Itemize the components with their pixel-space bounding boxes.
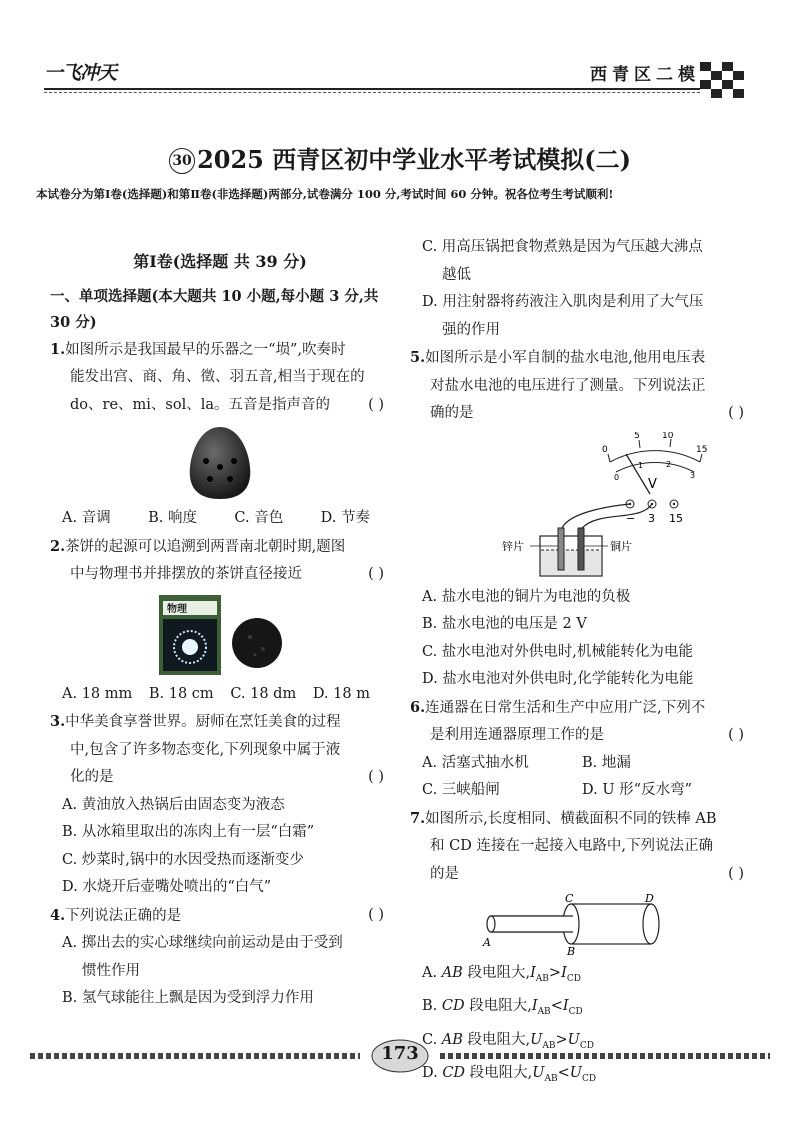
header-rule: [44, 88, 700, 90]
header-rule-dashed: [44, 92, 700, 93]
question-4: [50, 902, 390, 1013]
segment: CD: [442, 1065, 466, 1082]
question-3: [50, 708, 390, 902]
opt-text: 段电阻大,: [465, 1065, 533, 1082]
question-1: [50, 336, 390, 533]
q1-option[interactable]: D. 节奏: [320, 510, 370, 526]
rod-label: B: [567, 945, 576, 956]
q4-number: 4.: [50, 906, 66, 924]
opt-letter: B.: [422, 998, 442, 1015]
operator: >: [555, 1031, 568, 1048]
q6-option[interactable]: B. 地漏: [582, 754, 631, 771]
q6-option[interactable]: C. 三峡船闸: [422, 782, 500, 798]
opt-letter: A.: [422, 965, 442, 981]
q5-line: 确的是: [430, 405, 474, 421]
operator: >: [548, 965, 562, 981]
q5-option[interactable]: B. 盐水电池的电压是 2 V: [422, 616, 587, 632]
subscript: AB: [544, 1074, 558, 1085]
q5-line: 对盐水电池的电压进行了测量。下列说法正: [430, 377, 706, 394]
answer-blank[interactable]: ( ): [368, 906, 384, 923]
quantity: I: [561, 965, 567, 981]
part-heading: 一、单项选择题(本大题共 10 小题,每小题 3 分,共 30 分): [50, 287, 379, 331]
terminal-label: −: [626, 511, 636, 525]
operator: <: [557, 1065, 570, 1082]
q4-option[interactable]: C. 用高压锅把食物煮熟是因为气压越大沸点: [422, 239, 703, 255]
answer-blank[interactable]: ( ): [728, 405, 744, 421]
zinc-label: 锌片: [502, 539, 524, 553]
answer-blank[interactable]: ( ): [728, 865, 744, 882]
copper-label: 铜片: [610, 539, 632, 553]
q7-option[interactable]: [410, 960, 750, 993]
scale-label: 10: [662, 431, 674, 441]
scale-label: 2: [666, 459, 672, 469]
opt-letter: D.: [422, 1065, 443, 1082]
title-number: 30: [169, 148, 195, 174]
q4-option-cont: 惯性作用: [82, 962, 140, 979]
scale-label: 1: [638, 460, 644, 470]
book-label: 物理: [167, 603, 187, 615]
answer-blank[interactable]: ( ): [368, 769, 384, 785]
q3-line: 中,包含了许多物态变化,下列现象中属于液: [70, 741, 341, 758]
q6-option[interactable]: D. U 形“反水弯”: [582, 782, 692, 798]
q2-option[interactable]: C. 18 dm: [230, 685, 297, 702]
segment: CD: [441, 998, 465, 1015]
scale-label: 5: [634, 431, 640, 441]
subscript: AB: [535, 973, 549, 984]
brand-logo: 一飞冲天: [44, 62, 117, 84]
q3-number: 3.: [50, 713, 66, 730]
q5-option[interactable]: A. 盐水电池的铜片为电池的负极: [422, 588, 631, 605]
q3-option[interactable]: D. 水烧开后壶嘴处喷出的“白气”: [62, 879, 272, 895]
q7-line: 的是: [430, 865, 459, 882]
q6-line: 是利用连通器原理工作的是: [430, 727, 604, 743]
q2-option[interactable]: A. 18 mm: [62, 685, 133, 702]
left-column: [50, 248, 390, 1013]
q1-option[interactable]: C. 音色: [234, 510, 284, 526]
opt-text: 段电阻大,: [464, 998, 532, 1015]
answer-blank[interactable]: ( ): [368, 566, 384, 582]
q5-number: 5.: [410, 349, 426, 366]
q2-option[interactable]: B. 18 cm: [148, 685, 214, 702]
q2-line: 中与物理书并排摆放的茶饼直径接近: [70, 566, 302, 582]
exam-intro: 本试卷分为第Ⅰ卷(选择题)和第Ⅱ卷(非选择题)两部分,试卷满分 100 分,考试时间 60 分钟。祝各位考生考试顺利!: [36, 187, 614, 201]
q2-option[interactable]: D. 18 m: [312, 685, 370, 702]
quantity: I: [531, 998, 538, 1015]
right-column: [410, 234, 750, 1094]
title-text: 2025 西青区初中学业水平考试模拟(二): [197, 145, 631, 174]
q3-option[interactable]: C. 炒菜时,锅中的水因受热而逐渐变少: [62, 851, 304, 868]
scale-label: 0: [614, 472, 620, 482]
quantity: U: [569, 1065, 583, 1082]
xun-instrument-figure: [180, 423, 260, 501]
book-and-tea-cake-figure: [155, 593, 285, 677]
q3-line: 中华美食享誉世界。厨师在烹饪美食的过程: [65, 714, 341, 730]
q1-line: 如图所示是我国最早的乐器之一“埙”,吹奏时: [65, 341, 346, 358]
q7-option[interactable]: [410, 1060, 750, 1093]
q6-number: 6.: [410, 698, 426, 716]
q3-option[interactable]: A. 黄油放入热锅后由固态变为液态: [62, 796, 285, 813]
page-number: 173: [381, 1043, 419, 1064]
q1-number: 1.: [50, 340, 66, 358]
opt-letter: C.: [422, 1031, 442, 1048]
q1-line: do、re、mi、sol、la。五音是指声音的: [70, 396, 331, 413]
meter-symbol: V: [648, 476, 657, 492]
q7-number: 7.: [410, 809, 426, 827]
q2-line: 茶饼的起源可以追溯到两晋南北朝时期,题图: [65, 538, 346, 555]
q1-option[interactable]: B. 响度: [148, 510, 197, 526]
q6-line: 连通器在日常生活和生产中应用广泛,下列不: [425, 699, 706, 716]
subscript: CD: [566, 973, 581, 984]
subscript: CD: [579, 1040, 595, 1051]
scale-label: 15: [696, 444, 708, 455]
iron-rods-figure: [475, 892, 685, 956]
q1-line: 能发出宫、商、角、徵、羽五音,相当于现在的: [70, 369, 365, 385]
question-5: [410, 344, 750, 694]
q4-option-cont: 强的作用: [442, 321, 500, 338]
quantity: I: [530, 965, 536, 981]
checker-ornament: [700, 62, 744, 98]
q4-option[interactable]: B. 氢气球能往上飘是因为受到浮力作用: [62, 990, 314, 1006]
meter-needle: [626, 454, 650, 494]
q6-option[interactable]: A. 活塞式抽水机: [422, 754, 529, 771]
subscript: AB: [537, 1007, 551, 1018]
series-label: 西青区二模: [590, 65, 700, 85]
salt-water-battery-figure: [450, 432, 710, 580]
q3-line: 化的是: [70, 769, 114, 785]
q5-option[interactable]: C. 盐水电池对外供电时,机械能转化为电能: [422, 643, 693, 660]
q4-option[interactable]: A. 掷出去的实心球继续向前运动是由于受到: [62, 935, 343, 951]
opt-text: 段电阻大,: [462, 1031, 531, 1048]
quantity: U: [530, 1031, 543, 1048]
section-title: 第Ⅰ卷(选择题 共 39 分): [133, 252, 307, 271]
page-title: [0, 140, 800, 175]
rod-label: D: [645, 892, 654, 905]
answer-blank[interactable]: ( ): [728, 727, 744, 743]
answer-blank[interactable]: ( ): [368, 396, 384, 413]
q7-option[interactable]: [410, 993, 750, 1026]
q3-option[interactable]: B. 从冰箱里取出的冻肉上有一层“白霜”: [62, 824, 315, 840]
quantity: I: [562, 998, 569, 1015]
q7-line: 和 CD 连接在一起接入电路中,下列说法正确: [430, 838, 714, 854]
terminal-label: 15: [669, 511, 683, 525]
q1-option[interactable]: A. 音调: [62, 510, 111, 526]
q7-line: 如图所示,长度相同、横截面积不同的铁棒 AB: [425, 810, 717, 827]
scale-label: 0: [602, 444, 608, 455]
subscript: AB: [542, 1040, 556, 1051]
segment: AB: [441, 965, 463, 981]
q5-line: 如图所示是小军自制的盐水电池,他用电压表: [425, 350, 706, 366]
rod-label: C: [565, 892, 574, 905]
quantity: U: [567, 1031, 580, 1048]
opt-text: 段电阻大,: [462, 965, 531, 981]
q4-option-cont: 越低: [442, 266, 471, 283]
segment: AB: [441, 1031, 463, 1048]
subscript: CD: [568, 1007, 583, 1018]
quantity: U: [532, 1065, 545, 1082]
q4-stem: 下列说法正确的是: [65, 907, 182, 924]
question-6: [410, 694, 750, 805]
scale-label: 3: [690, 470, 696, 480]
q5-option[interactable]: D. 盐水电池对外供电时,化学能转化为电能: [422, 671, 694, 687]
rod-label: A: [483, 936, 491, 949]
q2-number: 2.: [50, 537, 66, 555]
terminal-label: 3: [648, 511, 655, 525]
subscript: CD: [582, 1074, 597, 1085]
q4-option[interactable]: D. 用注射器将药液注入肌肉是利用了大气压: [422, 294, 704, 310]
question-2: [50, 533, 390, 709]
operator: <: [550, 998, 563, 1015]
